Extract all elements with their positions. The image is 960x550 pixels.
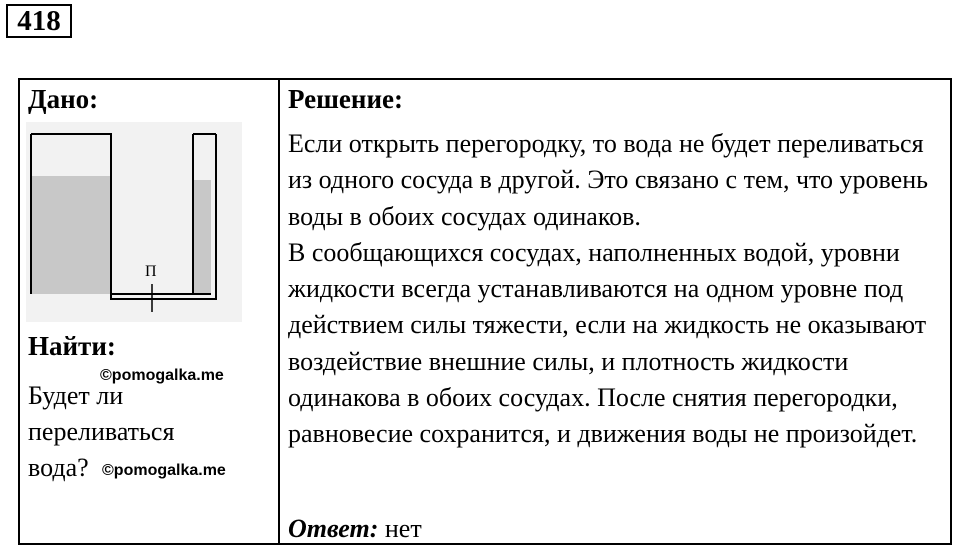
left-water [31,176,111,294]
watermark: ©pomogalka.me [100,367,224,384]
find-label: Найти: [28,331,116,361]
communicating-vessels-figure [26,122,242,322]
vessels-drawing [26,122,242,322]
column-divider [278,80,280,543]
solution-label: Решение: [288,84,403,114]
watermark: ©pomogalka.me [102,462,226,479]
answer-value: нет [384,514,422,543]
solution-text [288,126,944,453]
problem-table [18,78,952,545]
right-water [193,180,211,294]
question-text: Будет ли переливаться вода? [28,381,175,482]
task-number: 418 [6,4,72,38]
partition-label: П [145,263,157,280]
answer-label: Ответ: [288,514,379,543]
answer-line [288,514,422,544]
given-label: Дано: [28,84,99,114]
solution-paragraph: В сообщающихся сосудах, наполненных водой, уровни жидкости всегда устанавливаются на одном уровне под действием силы тяжести, если на жидкость не оказывают воздействие внешние силы, и плотность жидкости одинакова в обоих сосудах. После снятия перегородки, равновесие сохранится, и движения воды не произойдет. [288,237,927,449]
solution-paragraph: Если открыть перегородку, то вода не будет переливаться из одного сосуда в другой. Это связано с тем, что уровень воды в обоих сосудах одинаков. [288,129,928,231]
